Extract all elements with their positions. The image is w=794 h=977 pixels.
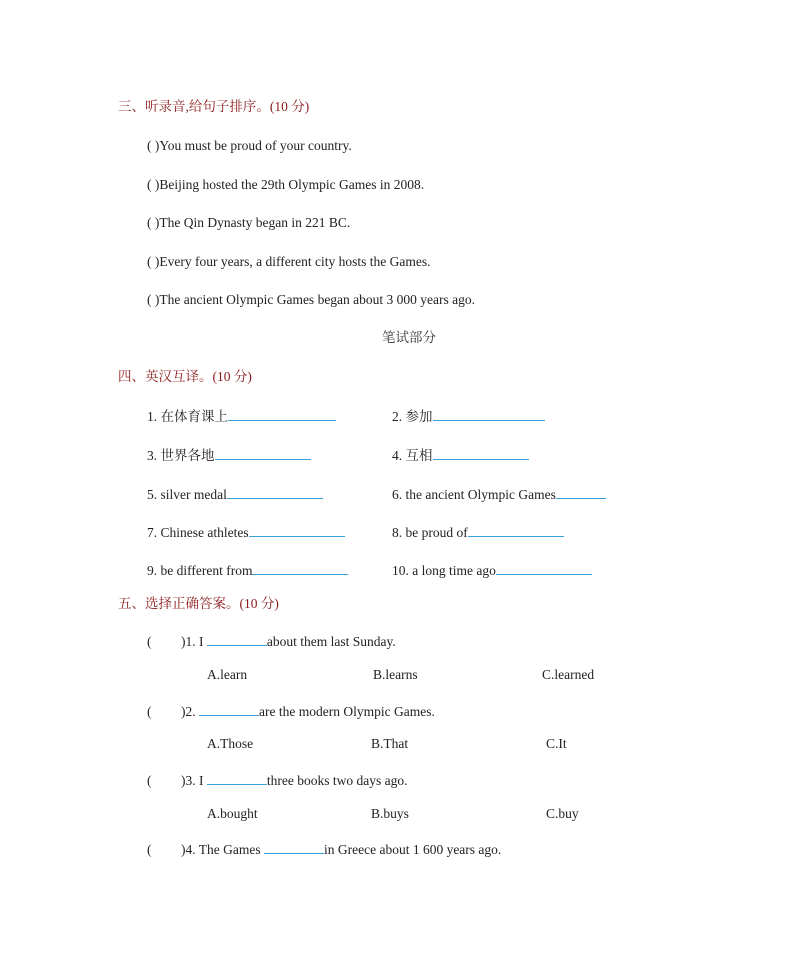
section-5-heading: 五、选择正确答案。(10 分)	[118, 596, 279, 611]
answer-blank[interactable]	[249, 522, 345, 537]
option-2a[interactable]: A.Those	[207, 736, 254, 751]
option-1b[interactable]: B.learns	[373, 667, 418, 682]
option-2b[interactable]: B.That	[371, 736, 409, 751]
option-3c[interactable]: C.buy	[546, 806, 579, 821]
choice-question-3: ( )3. I three books two days ago.	[147, 770, 407, 790]
translation-item-5: 5. silver medal	[147, 484, 323, 504]
answer-blank[interactable]	[496, 560, 592, 575]
choice-question-2: ( )2. are the modern Olympic Games.	[147, 701, 435, 721]
answer-blank[interactable]	[252, 560, 348, 575]
section-4-heading: 四、英汉互译。(10 分)	[118, 369, 252, 384]
choice-question-4: ( )4. The Games in Greece about 1 600 years ago.	[147, 839, 501, 859]
option-1a[interactable]: A.learn	[207, 667, 248, 682]
ordering-item-1: ( )You must be proud of your country.	[147, 138, 352, 153]
answer-blank[interactable]	[207, 631, 267, 646]
ordering-item-5: ( )The ancient Olympic Games began about 3 000 years ago.	[147, 292, 476, 307]
answer-blank[interactable]	[199, 701, 259, 716]
translation-item-4: 4. 互相	[392, 445, 529, 465]
ordering-item-2: ( )Beijing hosted the 29th Olympic Games in 2008.	[147, 177, 425, 192]
answer-blank[interactable]	[433, 445, 529, 460]
ordering-item-4: ( )Every four years, a different city hosts the Games.	[147, 254, 431, 269]
answer-blank[interactable]	[264, 839, 324, 854]
translation-item-6: 6. the ancient Olympic Games	[392, 484, 606, 504]
answer-blank[interactable]	[433, 406, 545, 421]
translation-item-7: 7. Chinese athletes	[147, 522, 345, 542]
answer-blank[interactable]	[468, 522, 564, 537]
answer-blank[interactable]	[227, 484, 323, 499]
written-part-title: 笔试部分	[382, 330, 436, 345]
answer-blank[interactable]	[215, 445, 311, 460]
translation-item-10: 10. a long time ago	[392, 560, 592, 580]
ordering-item-3: ( )The Qin Dynasty began in 221 BC.	[147, 215, 351, 230]
option-2c[interactable]: C.It	[546, 736, 567, 751]
option-3b[interactable]: B.buys	[371, 806, 409, 821]
translation-item-1: 1. 在体育课上	[147, 406, 336, 426]
translation-item-2: 2. 参加	[392, 406, 545, 426]
option-1c[interactable]: C.learned	[542, 667, 595, 682]
option-3a[interactable]: A.bought	[207, 806, 258, 821]
answer-blank[interactable]	[228, 406, 336, 421]
choice-question-1: ( )1. I about them last Sunday.	[147, 631, 396, 651]
answer-blank[interactable]	[556, 484, 606, 499]
translation-item-9: 9. be different from	[147, 560, 348, 580]
translation-item-8: 8. be proud of	[392, 522, 564, 542]
section-3-heading: 三、听录音,给句子排序。(10 分)	[118, 99, 310, 114]
translation-item-3: 3. 世界各地	[147, 445, 311, 465]
answer-blank[interactable]	[207, 770, 267, 785]
